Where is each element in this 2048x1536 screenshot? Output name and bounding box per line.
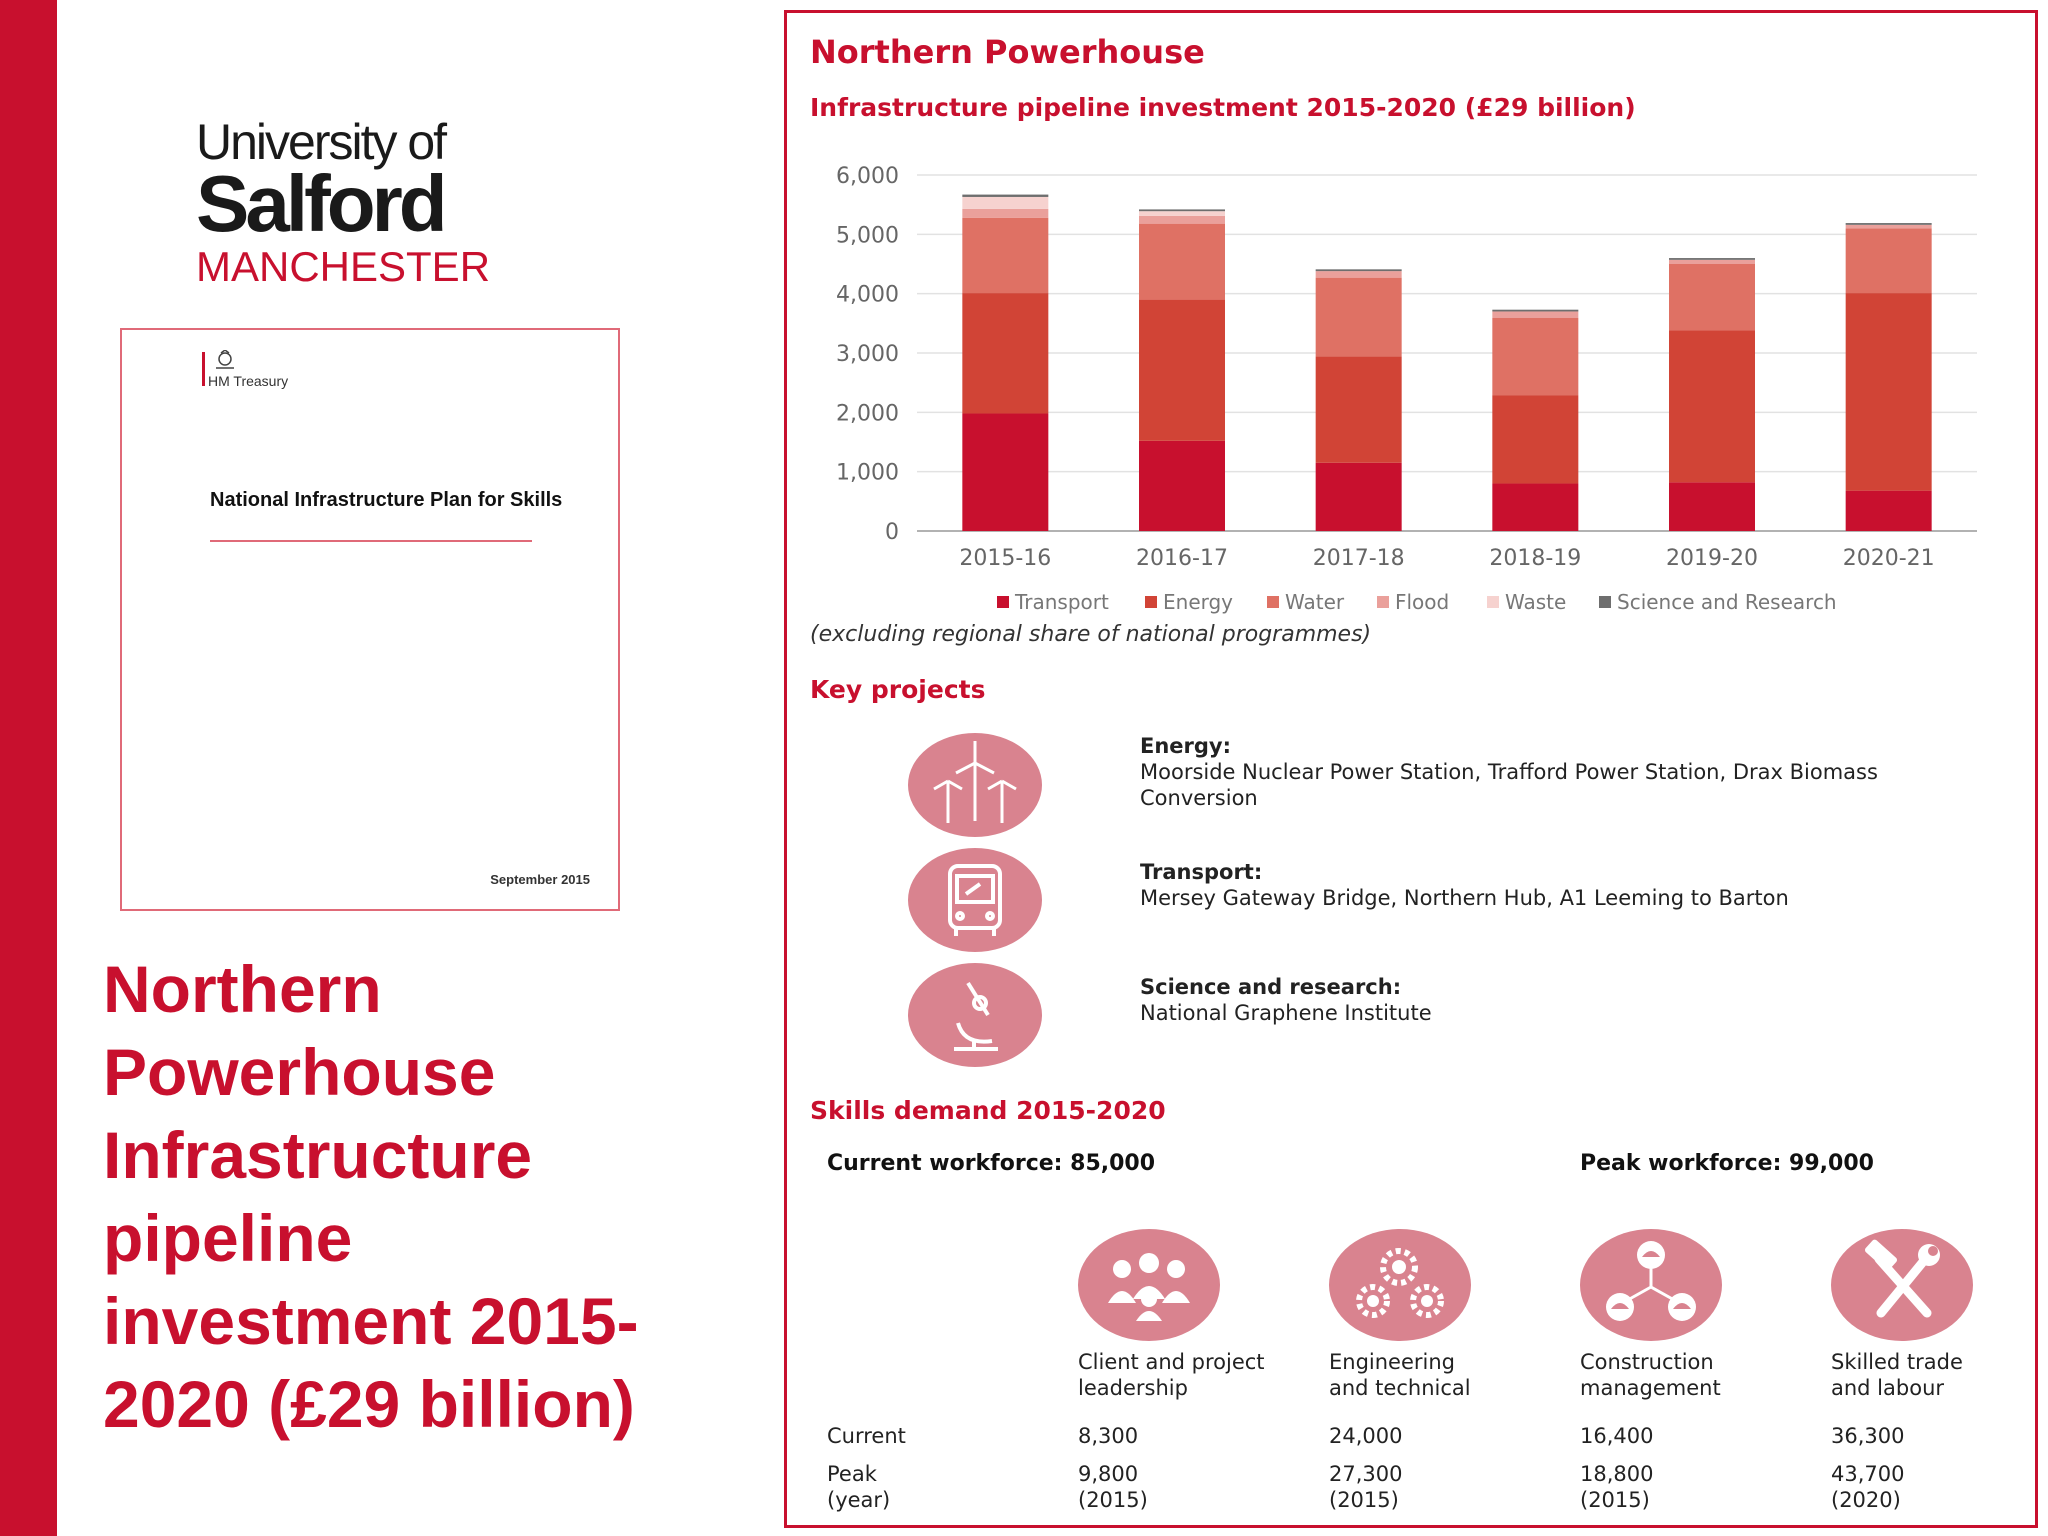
skill-column-engineering — [1329, 1349, 1569, 1512]
bar-segment — [1492, 310, 1578, 312]
bar-segment — [1846, 223, 1932, 225]
skill-label-line-2: management — [1580, 1376, 1721, 1400]
skill-label-line-1: Construction — [1580, 1350, 1714, 1374]
project-detail: National Graphene Institute — [1140, 1001, 1432, 1025]
legend-label: Energy — [1163, 590, 1234, 614]
x-tick-label: 2015-16 — [959, 546, 1052, 571]
skill-current: 8,300 — [1078, 1424, 1139, 1448]
skill-peak — [1078, 1461, 1148, 1513]
skill-label-line-2: and technical — [1329, 1376, 1471, 1400]
y-tick-label: 1,000 — [836, 460, 899, 486]
bar-segment — [1139, 224, 1225, 300]
project-science — [1140, 974, 1960, 1026]
legend-label: Transport — [1015, 590, 1109, 614]
infographic-panel — [784, 10, 2038, 1528]
bar-segment — [962, 209, 1048, 218]
skill-current: 36,300 — [1831, 1424, 1905, 1448]
bar-segment — [1492, 318, 1578, 395]
y-tick-label: 0 — [885, 520, 899, 545]
row-label-peak-year: (year) — [827, 1488, 891, 1512]
x-tick-label: 2018-19 — [1489, 546, 1582, 571]
skill-label — [1078, 1349, 1318, 1409]
university-logo — [196, 116, 496, 290]
bar-segment — [1492, 395, 1578, 483]
bar-segment — [1139, 209, 1225, 211]
row-label-peak: Peak — [827, 1462, 877, 1486]
skills-demand-heading: Skills demand 2015-2020 — [810, 1096, 1166, 1125]
skill-peak-year: (2015) — [1329, 1488, 1399, 1512]
skill-peak — [1831, 1461, 1904, 1513]
legend-label: Water — [1285, 590, 1345, 614]
skill-peak-value: 18,800 — [1580, 1462, 1654, 1486]
row-label-current: Current — [827, 1424, 906, 1448]
crest-rule — [202, 352, 205, 386]
y-tick-label: 6,000 — [836, 164, 899, 189]
y-tick-label: 4,000 — [836, 282, 899, 308]
cover-date: September 2015 — [490, 872, 590, 887]
panel-title: Northern Powerhouse — [810, 33, 1205, 71]
cover-divider — [210, 540, 532, 542]
chart-title: Infrastructure pipeline investment 2015-2020 (£29 billion) — [810, 93, 1636, 122]
cover-title: National Infrastructure Plan for Skills — [210, 489, 563, 511]
x-tick-label: 2016-17 — [1136, 546, 1228, 571]
legend-swatch — [1377, 596, 1389, 608]
legend-swatch — [1267, 596, 1279, 608]
x-tick-label: 2017-18 — [1312, 546, 1405, 571]
legend-swatch — [1487, 596, 1499, 608]
skill-label — [1831, 1349, 2048, 1409]
skill-column-client — [1078, 1349, 1318, 1512]
bar-segment — [1139, 211, 1225, 216]
legend-swatch — [997, 596, 1009, 608]
skill-current: 16,400 — [1580, 1424, 1654, 1448]
skill-label — [1580, 1349, 1820, 1409]
logo-line-3: MANCHESTER — [196, 243, 491, 290]
skill-label-line-2: leadership — [1078, 1376, 1188, 1400]
cover-org: HM Treasury — [208, 373, 289, 389]
bar-segment — [1316, 271, 1402, 278]
skill-peak-value: 27,300 — [1329, 1462, 1403, 1486]
x-tick-label: 2020-21 — [1842, 546, 1935, 571]
project-transport — [1140, 859, 1960, 911]
bar-segment — [1316, 278, 1402, 357]
bar-segment — [1846, 491, 1932, 531]
skill-label-line-2: and labour — [1831, 1376, 1945, 1400]
bar-segment — [1669, 260, 1755, 264]
bar-segment — [1846, 228, 1932, 293]
peak-workforce: Peak workforce: 99,000 — [1580, 1151, 1874, 1176]
x-tick-label: 2019-20 — [1666, 546, 1758, 571]
skill-column-trade — [1831, 1349, 2048, 1512]
bar-segment — [1492, 484, 1578, 531]
project-detail: Moorside Nuclear Power Station, Trafford Power Station, Drax Biomass Conversion — [1140, 760, 1878, 810]
people-group-icon — [1078, 1229, 1220, 1341]
wind-turbine-icon — [908, 733, 1042, 837]
skill-label-line-1: Client and project — [1078, 1350, 1265, 1374]
skill-peak-year: (2020) — [1831, 1488, 1901, 1512]
skill-label-line-1: Skilled trade — [1831, 1350, 1963, 1374]
legend-swatch — [1145, 596, 1157, 608]
legend-swatch — [1599, 596, 1611, 608]
bar-segment — [962, 293, 1048, 413]
logo-line-1: University of — [196, 114, 446, 170]
bar-segment — [962, 218, 1048, 293]
skill-peak-value: 43,700 — [1831, 1462, 1905, 1486]
key-projects-heading: Key projects — [810, 675, 986, 704]
bar-segment — [1316, 463, 1402, 531]
y-tick-label: 2,000 — [836, 401, 899, 427]
investment-stacked-bar-chart — [787, 143, 2035, 623]
y-tick-label: 3,000 — [836, 342, 899, 367]
skill-label — [1329, 1349, 1569, 1409]
current-workforce: Current workforce: 85,000 — [827, 1151, 1156, 1176]
skill-peak-year: (2015) — [1580, 1488, 1650, 1512]
bar-segment — [1139, 216, 1225, 224]
legend-label: Science and Research — [1617, 590, 1837, 614]
bus-icon — [908, 848, 1042, 952]
logo-line-2: Salford — [196, 159, 444, 248]
bar-segment — [1316, 269, 1402, 271]
bar-segment — [1316, 357, 1402, 463]
skill-label-line-1: Engineering — [1329, 1350, 1455, 1374]
gears-icon — [1329, 1229, 1471, 1341]
bar-segment — [1669, 258, 1755, 260]
slide-title: Northern Powerhouse Infrastructure pipeline investment 2015-2020 (£29 billion) — [103, 952, 639, 1441]
hard-hats-icon — [1580, 1229, 1722, 1341]
bar-segment — [1669, 482, 1755, 531]
microscope-icon — [908, 963, 1042, 1067]
bar-segment — [1669, 330, 1755, 482]
left-accent-bar — [0, 0, 57, 1536]
bar-segment — [1492, 311, 1578, 318]
hammer-wrench-icon — [1831, 1229, 1973, 1341]
report-cover-image — [120, 328, 620, 911]
skill-column-construction — [1580, 1349, 1820, 1512]
skill-peak — [1580, 1461, 1653, 1513]
bar-segment — [1669, 264, 1755, 330]
project-category: Transport: — [1140, 860, 1263, 884]
skill-current: 24,000 — [1329, 1424, 1403, 1448]
bar-segment — [962, 195, 1048, 197]
skill-peak-year: (2015) — [1078, 1488, 1148, 1512]
project-category: Energy: — [1140, 734, 1232, 758]
bar-segment — [1139, 300, 1225, 441]
skill-peak-value: 9,800 — [1078, 1462, 1139, 1486]
legend-label: Waste — [1505, 590, 1567, 614]
legend-label: Flood — [1395, 590, 1450, 614]
chart-footnote: (excluding regional share of national programmes) — [810, 622, 1372, 647]
y-tick-label: 5,000 — [836, 223, 899, 249]
project-energy — [1140, 733, 1960, 811]
project-detail: Mersey Gateway Bridge, Northern Hub, A1 Leeming to Barton — [1140, 886, 1789, 910]
bar-segment — [962, 197, 1048, 209]
skill-peak — [1329, 1461, 1402, 1513]
bar-segment — [1846, 293, 1932, 491]
bar-segment — [962, 414, 1048, 531]
project-category: Science and research: — [1140, 975, 1402, 999]
royal-crest-icon — [212, 350, 238, 370]
bar-segment — [1846, 225, 1932, 229]
bar-segment — [1139, 441, 1225, 531]
